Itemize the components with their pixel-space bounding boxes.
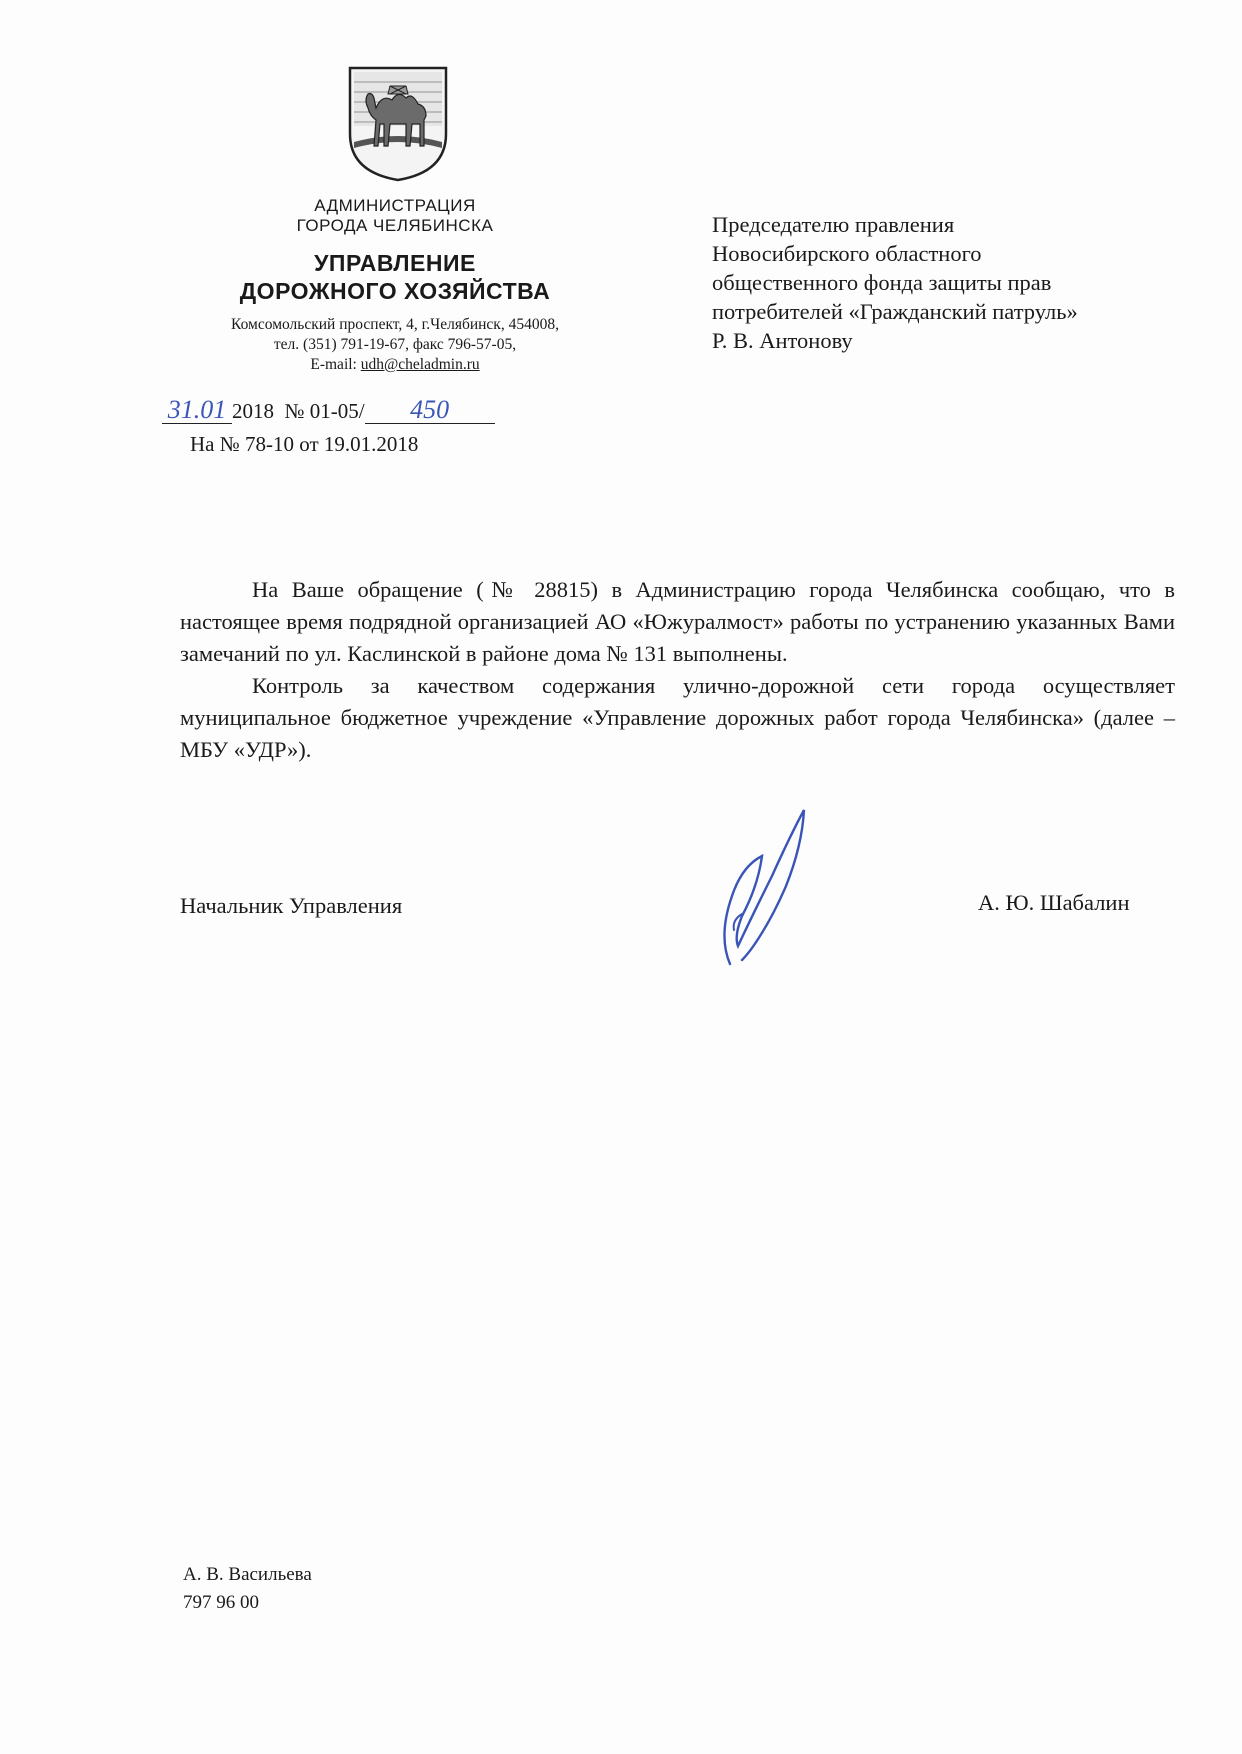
handwritten-signature-icon [712, 796, 822, 976]
body-paragraph-2: Контроль за качеством содержания улично-дорожной сети города осуществляет муниципальное бюджетное учреждение «Управление дорожных работ города Челябинска» (далее – МБУ «УДР»). [180, 673, 1175, 762]
addressee-line-1: Председателю правления [712, 212, 955, 237]
executor-name: А. В. Васильева [183, 1564, 312, 1585]
registration-number-prefix: № 01-05/ [284, 399, 365, 423]
signer-name: А. Ю. Шабалин [978, 890, 1130, 915]
handwritten-number: 450 [365, 398, 495, 424]
executor-phone: 797 96 00 [183, 1592, 259, 1613]
addressee-line-5: Р. В. Антонову [712, 328, 853, 353]
org-address: Комсомольский проспект, 4, г.Челябинск, 454008, [231, 316, 559, 333]
addressee-line-3: общественного фонда защиты прав [712, 270, 1052, 295]
letter-body [180, 574, 1175, 766]
addressee-block [712, 210, 1078, 355]
org-email-line [150, 356, 640, 374]
reply-reference: На № 78-10 от 19.01.2018 [190, 432, 419, 456]
executor-block [183, 1561, 312, 1617]
department-line-2: ДОРОЖНОГО ХОЗЯЙСТВА [239, 278, 551, 304]
addressee-line-2: Новосибирского областного [712, 241, 982, 266]
admin-line-2: ГОРОДА ЧЕЛЯБИНСКА [296, 216, 494, 235]
email-link[interactable]: udh@cheladmin.ru [360, 356, 480, 373]
registration-line [162, 395, 495, 424]
signer-title: Начальник Управления [180, 893, 403, 918]
org-phone: тел. (351) 791-19-67, факс 796-57-05, [273, 336, 517, 353]
registration-year: 2018 [232, 399, 274, 423]
handwritten-date: 31.01 [162, 398, 232, 424]
addressee-line-4: потребителей «Гражданский патруль» [712, 299, 1078, 324]
city-emblem-icon [346, 64, 450, 184]
department-line-1: УПРАВЛЕНИЕ [314, 250, 476, 276]
admin-line-1: АДМИНИСТРАЦИЯ [314, 196, 476, 215]
body-paragraph-1: На Ваше обращение (№ 28815) в Администрацию города Челябинска сообщаю, что в настоящее время подрядной организацией АО «Южуралмост» работы по устранению указанных Вами замечаний по ул. Каслинской в районе дома № 131 выполнены. [180, 577, 1175, 666]
email-label: E-mail: [310, 356, 361, 373]
